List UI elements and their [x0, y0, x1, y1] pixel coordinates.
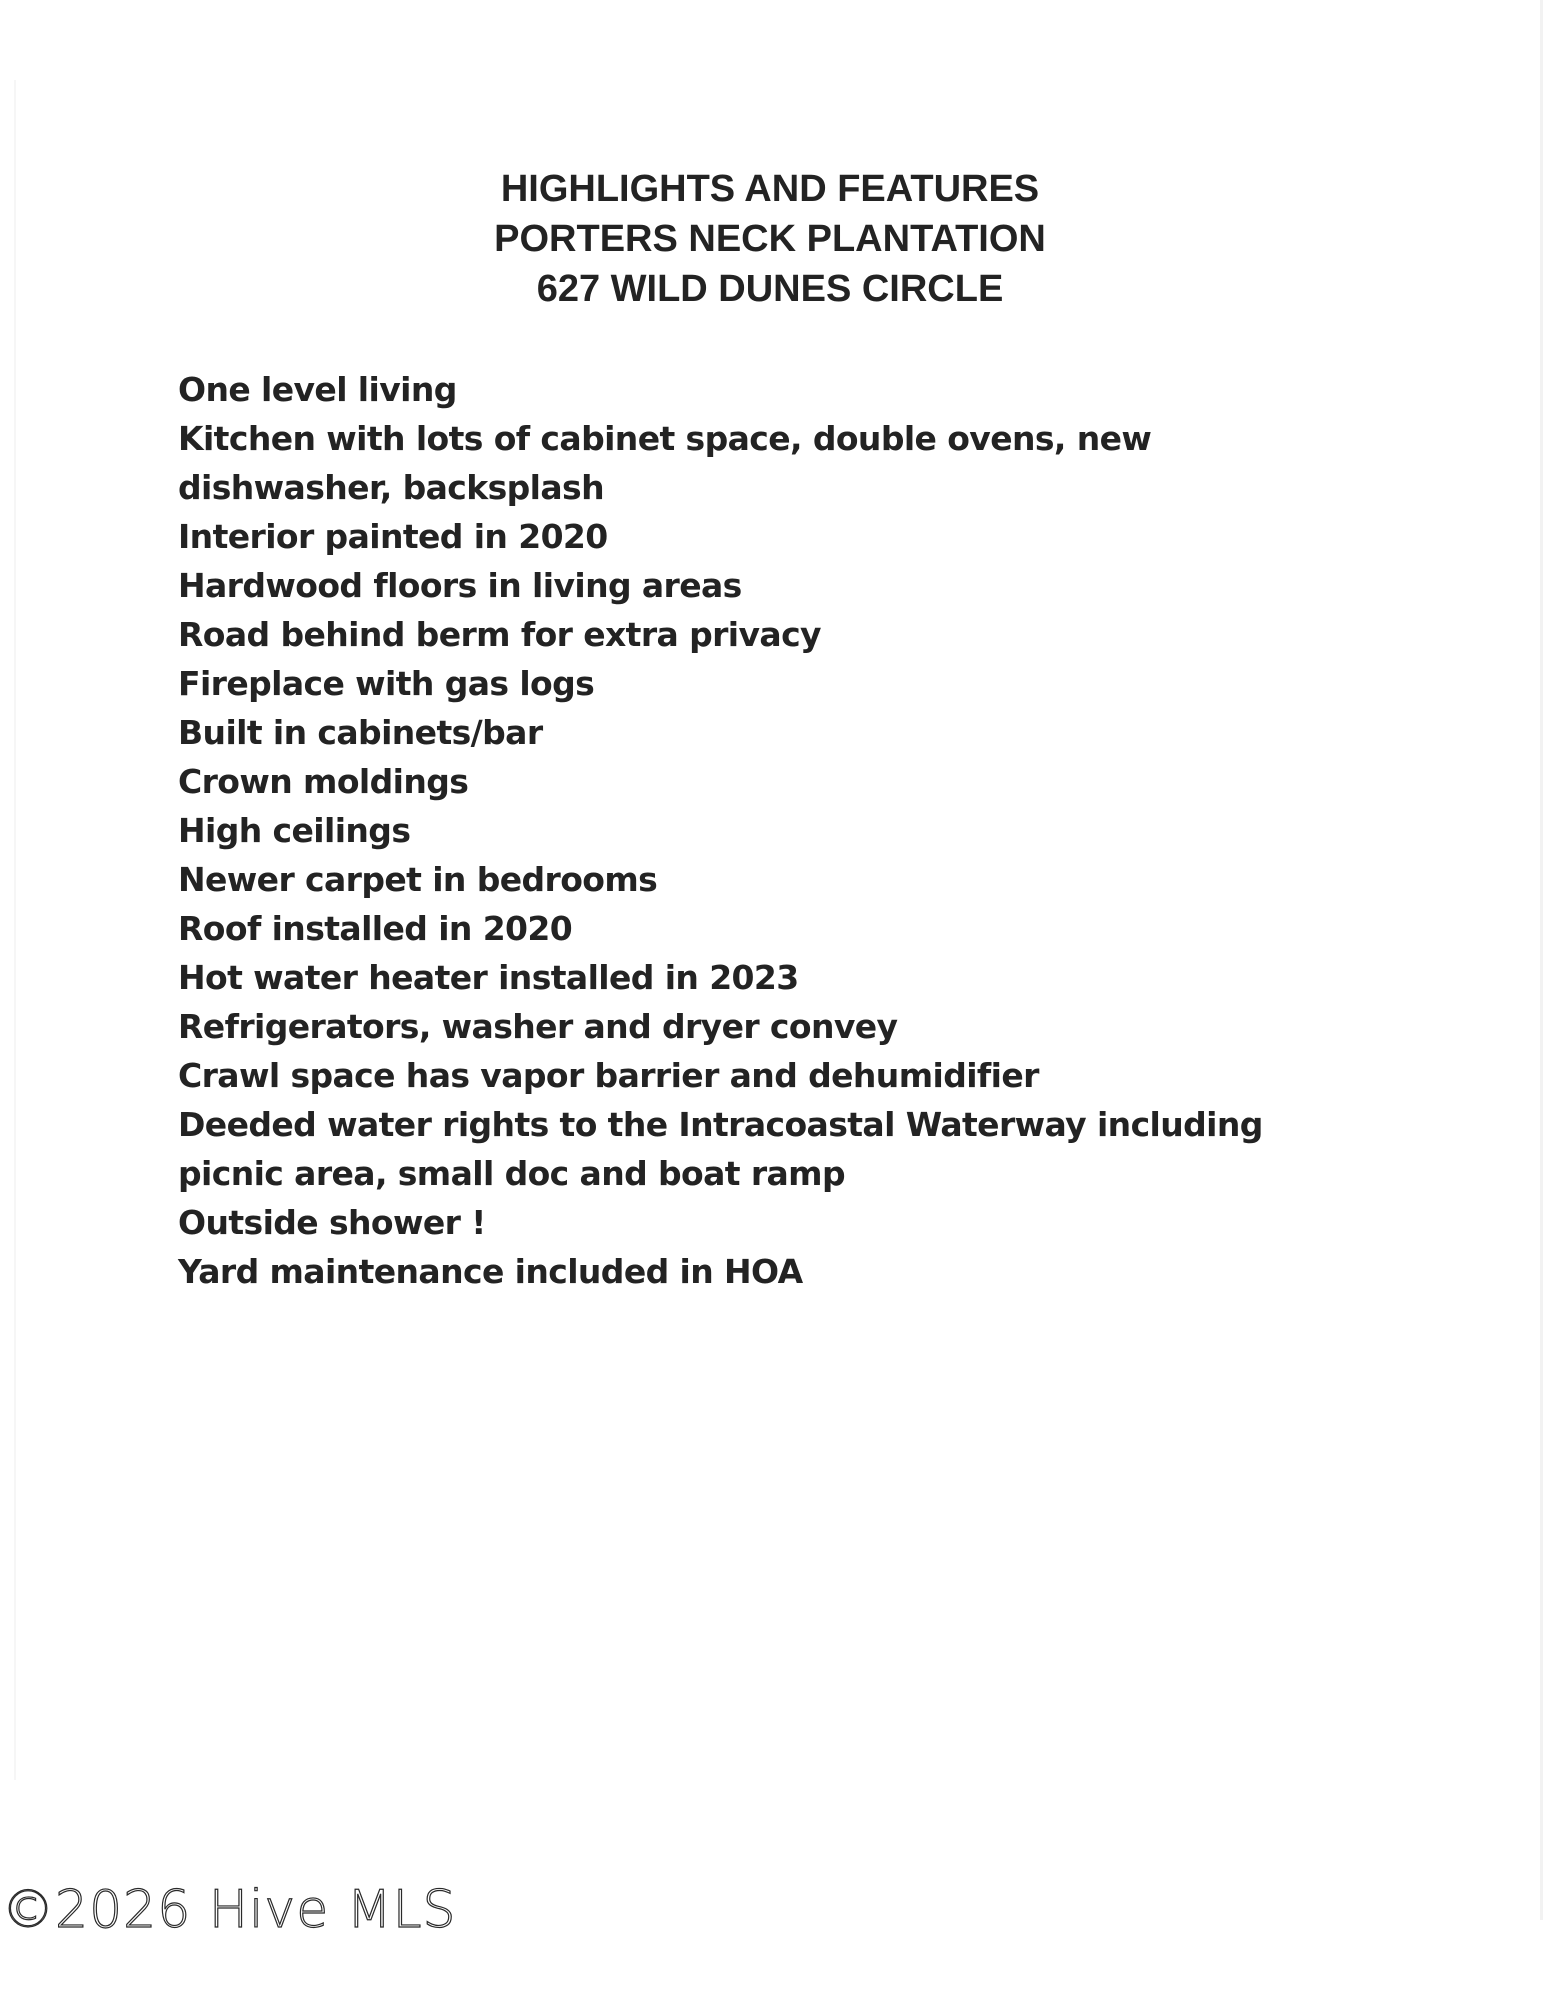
feature-line: picnic area, small doc and boat ramp: [178, 1154, 845, 1193]
feature-line: Newer carpet in bedrooms: [178, 860, 658, 899]
feature-line: Outside shower !: [178, 1203, 486, 1242]
document-title: [380, 164, 1160, 314]
feature-line: Kitchen with lots of cabinet space, double ovens, new: [178, 419, 1152, 458]
feature-line: Interior painted in 2020: [178, 517, 608, 556]
feature-line: Yard maintenance included in HOA: [178, 1252, 803, 1291]
feature-line: Built in cabinets/bar: [178, 713, 543, 752]
scan-edge-right: [1540, 0, 1543, 1920]
feature-line: Deeded water rights to the Intracoastal Waterway including: [178, 1105, 1263, 1144]
feature-line: Fireplace with gas logs: [178, 664, 595, 703]
feature-line: Hot water heater installed in 2023: [178, 958, 799, 997]
feature-line: Roof installed in 2020: [178, 909, 573, 948]
feature-line: Refrigerators, washer and dryer convey: [178, 1007, 898, 1046]
title-line-community: PORTERS NECK PLANTATION: [494, 218, 1046, 260]
feature-line: dishwasher, backsplash: [178, 468, 604, 507]
scan-edge-left: [14, 80, 16, 1780]
feature-line: Road behind berm for extra privacy: [178, 615, 821, 654]
title-line-address: 627 WILD DUNES CIRCLE: [536, 268, 1004, 310]
title-line-heading: HIGHLIGHTS AND FEATURES: [500, 168, 1040, 210]
feature-line: Hardwood floors in living areas: [178, 566, 742, 605]
feature-line: Crown moldings: [178, 762, 469, 801]
feature-line: High ceilings: [178, 811, 411, 850]
features-list: [178, 365, 1378, 1296]
feature-line: Crawl space has vapor barrier and dehumidifier: [178, 1056, 1039, 1095]
copyright-watermark: ©2026 Hive MLS: [2, 1880, 457, 1940]
feature-line: One level living: [178, 370, 457, 409]
